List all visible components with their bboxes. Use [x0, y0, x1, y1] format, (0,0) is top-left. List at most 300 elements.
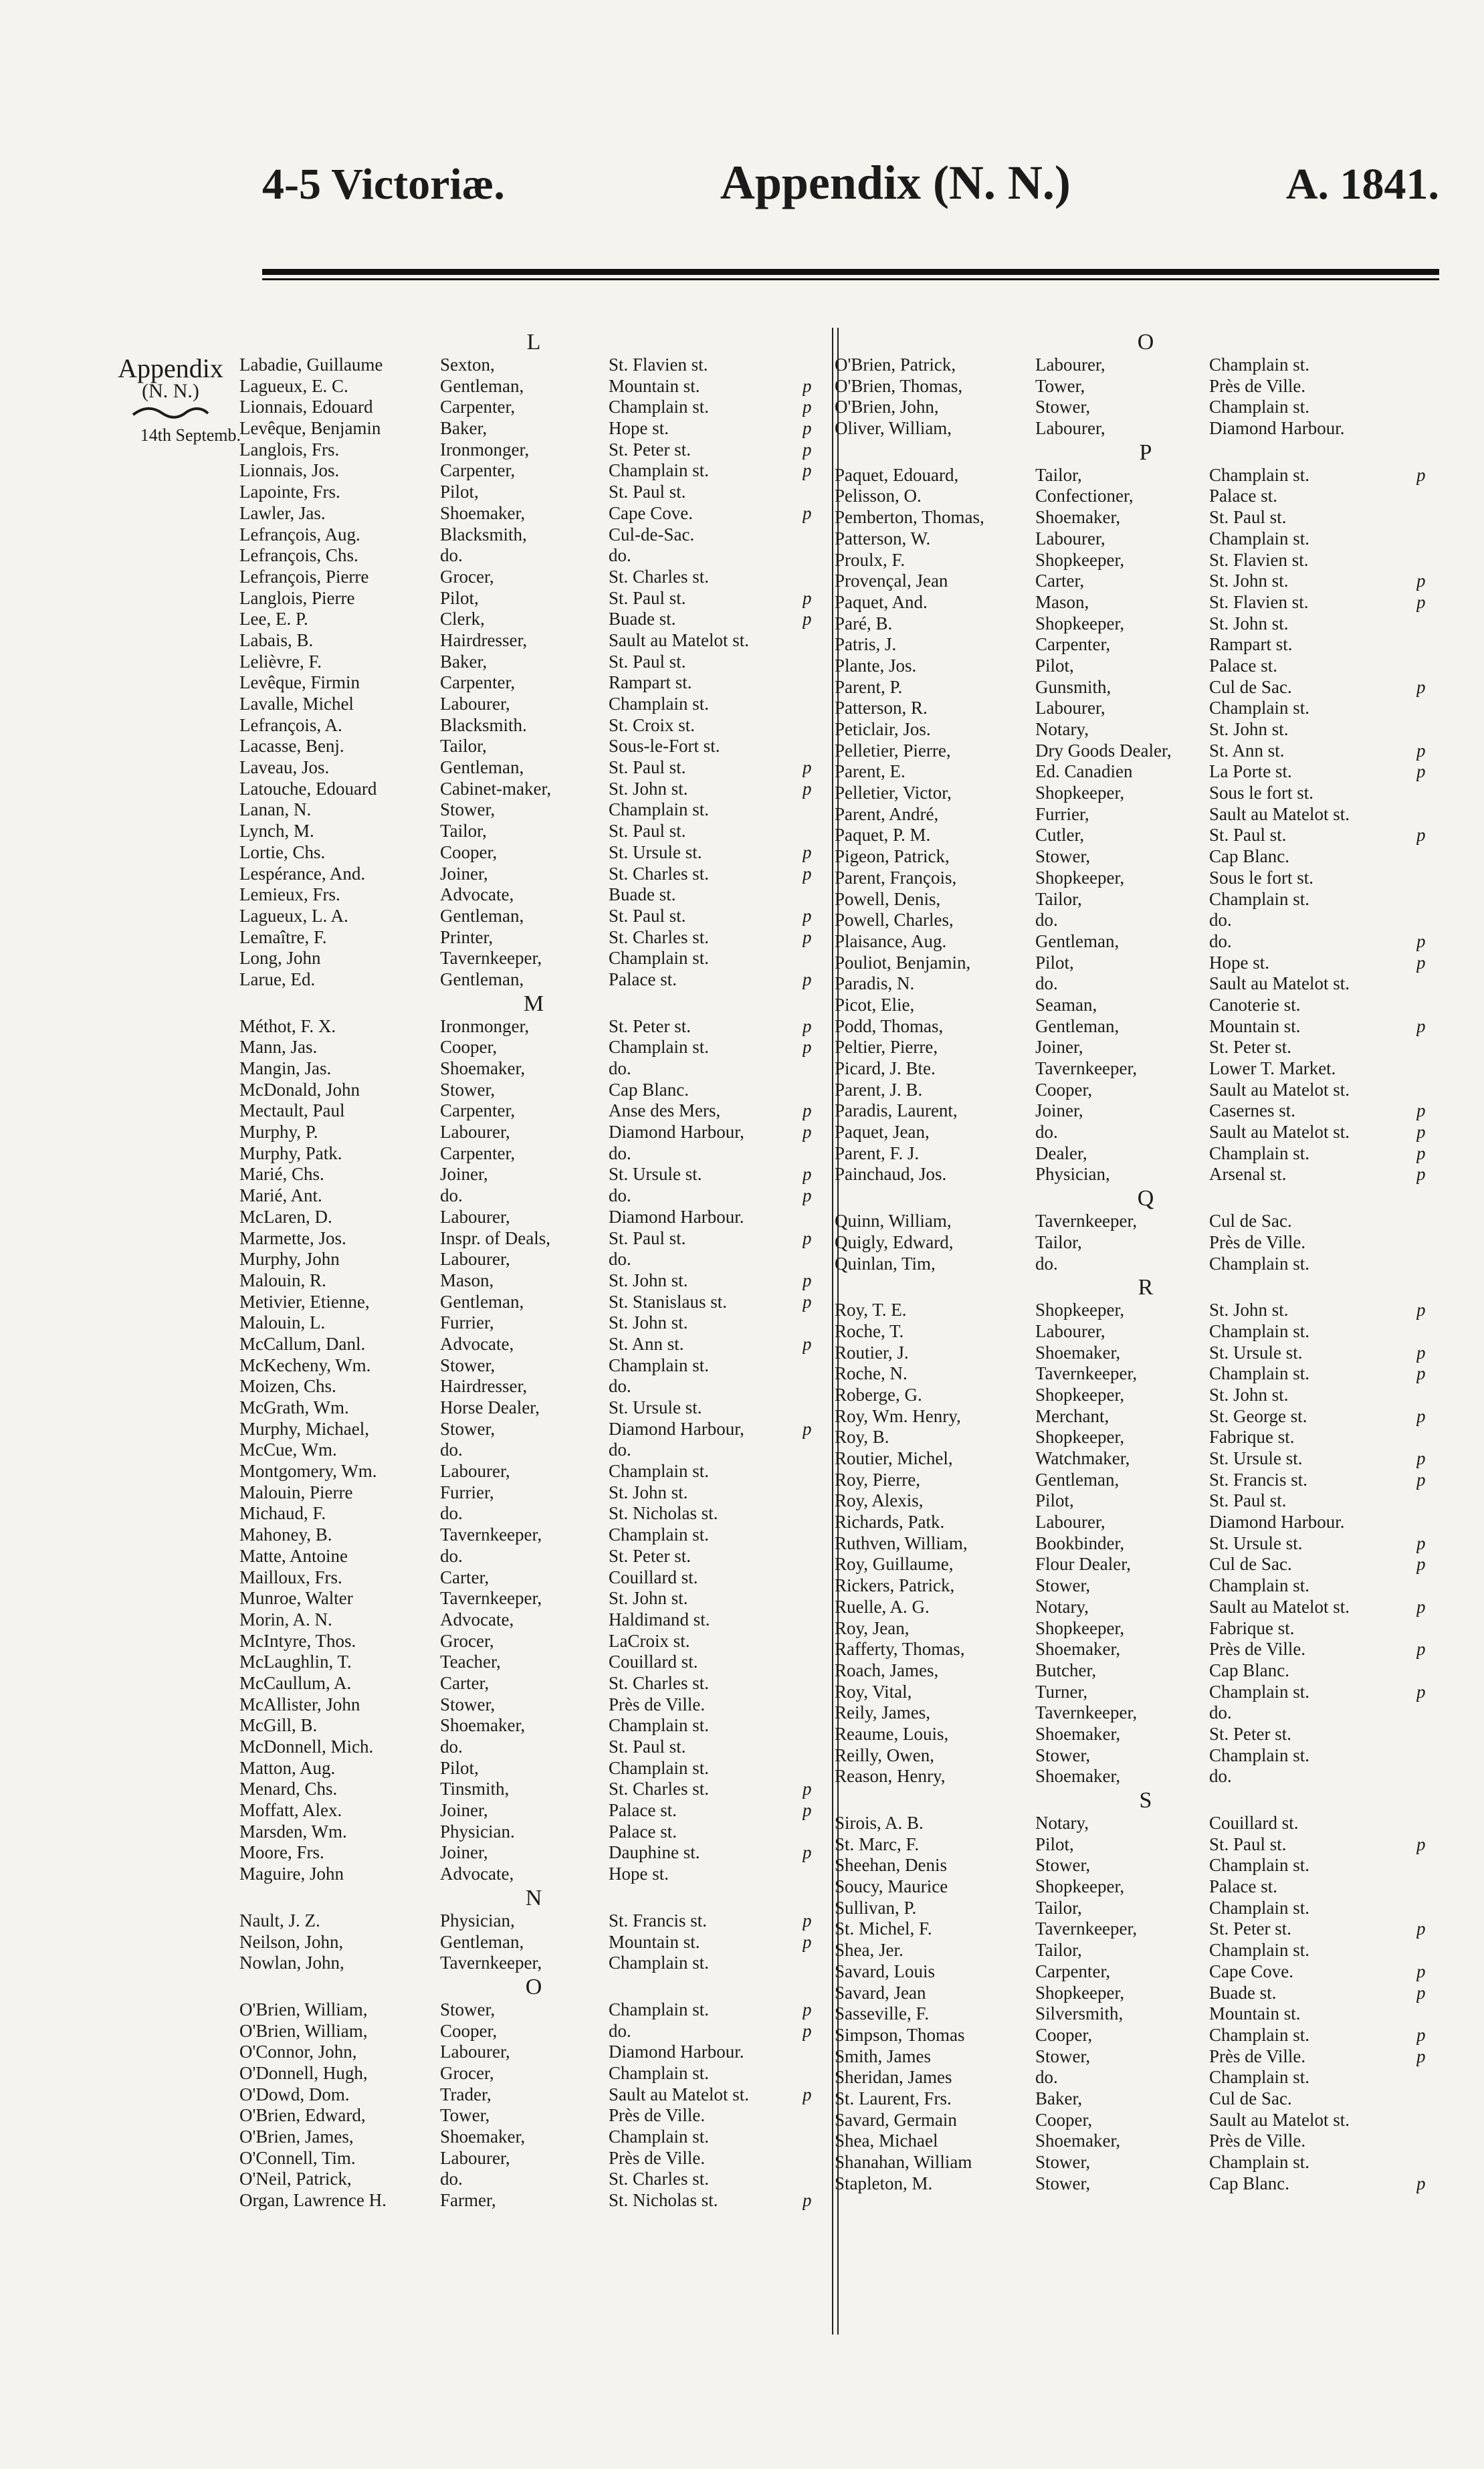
directory-entry — [239, 1312, 828, 1334]
entry-occupation: Tavernkeeper, — [1035, 1058, 1138, 1078]
directory-entry — [835, 931, 1457, 953]
entry-address: Sault au Matelot st. — [609, 2084, 749, 2104]
directory-entry — [239, 2127, 828, 2148]
entry-name: Lagueux, L. A. — [239, 905, 348, 926]
entry-address: Près de Ville. — [609, 2105, 706, 2126]
entry-name: Murphy, Patk. — [239, 1143, 342, 1163]
entry-address: St. Paul st. — [609, 821, 686, 842]
entry-occupation: Stower, — [1035, 397, 1091, 417]
entry-name: Parent, F. J. — [835, 1143, 920, 1163]
entry-occupation: Gunsmith, — [1035, 676, 1111, 697]
entry-name: Lionnais, Edouard — [239, 397, 373, 417]
entry-name: Michaud, F. — [239, 1503, 326, 1524]
entry-mark: p — [803, 1800, 812, 1821]
directory-entry — [239, 864, 828, 885]
entry-occupation: Cooper, — [440, 842, 498, 862]
entry-name: Smith, James — [835, 2046, 932, 2066]
entry-occupation: do. — [440, 1440, 463, 1460]
directory-entry — [239, 1821, 828, 1843]
entry-name: Labais, B. — [239, 629, 314, 650]
page-header — [262, 155, 1439, 209]
section-letter: P — [1139, 439, 1152, 465]
directory-entry — [835, 1660, 1457, 1682]
entry-mark — [803, 1207, 828, 1228]
entry-address: Champlain st. — [609, 2127, 709, 2147]
entry-name: Podd, Thomas, — [835, 1015, 944, 1036]
entry-mark: p — [1416, 1300, 1426, 1320]
directory-entry — [835, 2067, 1457, 2088]
entry-occupation: Notary, — [1035, 1813, 1089, 1833]
letter-section — [835, 329, 1457, 439]
entry-name: Routier, Michel, — [835, 1448, 953, 1468]
entry-name: O'Brien, Thomas, — [835, 375, 963, 396]
entry-name: Paquet, Edouard, — [835, 464, 959, 485]
entry-address: Canoterie st. — [1209, 994, 1301, 1015]
entry-mark: p — [1416, 1533, 1426, 1553]
entry-mark: p — [803, 1931, 812, 1952]
header-rule-thin — [262, 278, 1439, 280]
entry-address: Palace st. — [609, 969, 677, 989]
entry-name: Munroe, Walter — [239, 1588, 353, 1609]
entry-name: Marmette, Jos. — [239, 1227, 346, 1248]
entry-occupation: Butcher, — [1035, 1660, 1097, 1680]
entry-name: Pelletier, Pierre, — [835, 740, 951, 761]
entry-occupation: Pilot, — [1035, 1490, 1074, 1511]
directory-entry — [239, 1999, 828, 2021]
entry-occupation: Carpenter, — [1035, 1961, 1111, 1981]
entry-name: Lortie, Chs. — [239, 842, 326, 862]
entry-occupation: Furrier, — [440, 1482, 494, 1502]
session-title: 4-5 Victoriæ. — [262, 160, 505, 209]
entry-address: Champlain st. — [609, 1715, 709, 1736]
entry-address: Haldimand st. — [609, 1609, 710, 1629]
entry-occupation: Blacksmith. — [440, 714, 527, 735]
entry-address: Couillard st. — [609, 1652, 698, 1672]
entry-occupation: Stower, — [1035, 1575, 1091, 1596]
entry-address: St. John st. — [1209, 571, 1289, 591]
directory-entry — [835, 1876, 1457, 1898]
entry-occupation: Pilot, — [1035, 655, 1074, 676]
entry-mark: p — [803, 1270, 812, 1290]
entry-mark: p — [1416, 2173, 1426, 2193]
entry-name: Rafferty, Thomas, — [835, 1639, 965, 1660]
directory-entry — [239, 652, 828, 673]
entry-name: Patterson, W. — [835, 528, 931, 549]
section-letter: M — [523, 991, 544, 1016]
directory-entry — [835, 1512, 1457, 1533]
directory-entry — [835, 1470, 1457, 1491]
directory-entry — [835, 656, 1457, 677]
entry-address: Près de Ville. — [609, 1694, 706, 1714]
entry-mark — [1416, 698, 1443, 719]
entry-occupation: Printer, — [440, 926, 494, 947]
entry-name: Shea, Jer. — [835, 1940, 904, 1961]
entry-name: Oliver, William, — [835, 418, 952, 439]
entry-name: Méthot, F. X. — [239, 1015, 336, 1036]
entry-mark: p — [1416, 676, 1426, 697]
entry-name: Lawler, Jas. — [239, 502, 326, 523]
entry-occupation: Stower, — [1035, 2152, 1091, 2172]
entry-mark: p — [803, 609, 812, 629]
entry-mark: p — [1416, 761, 1426, 782]
entry-occupation: Pilot, — [440, 587, 479, 608]
entry-mark — [1416, 507, 1443, 528]
entry-occupation: Tailor, — [1035, 1231, 1082, 1252]
entry-occupation: Gentleman, — [440, 757, 524, 778]
year-title: A. 1841. — [1285, 160, 1439, 209]
entry-address: St. Peter st. — [609, 1015, 692, 1036]
entry-name: Sirois, A. B. — [835, 1813, 924, 1833]
entry-name: Sasseville, F. — [835, 2003, 930, 2024]
entry-name: Parent, André, — [835, 803, 939, 824]
entry-address: St. Paul st. — [609, 1227, 686, 1248]
entry-address: Champlain st. — [1209, 1897, 1309, 1918]
entry-occupation: Gentleman, — [440, 375, 524, 396]
entry-occupation: Shopkeeper, — [1035, 549, 1125, 570]
entry-name: Plaisance, Aug. — [835, 930, 947, 951]
entry-address: Champlain st. — [609, 1999, 709, 2019]
entry-occupation: Shopkeeper, — [1035, 613, 1125, 633]
entry-mark: p — [1416, 740, 1426, 761]
directory-entry — [239, 1779, 828, 1800]
directory-entry — [835, 528, 1457, 550]
entry-occupation: Stower, — [440, 1694, 496, 1714]
entry-mark — [803, 1376, 828, 1397]
entry-mark — [1416, 1211, 1443, 1232]
entry-name: Latouche, Edouard — [239, 778, 377, 799]
entry-mark — [1416, 1385, 1443, 1406]
directory-entry — [239, 1694, 828, 1716]
directory-entry — [239, 1910, 828, 1932]
entry-mark — [803, 1080, 828, 1101]
directory-entry — [239, 609, 828, 630]
entry-name: Picard, J. Bte. — [835, 1058, 936, 1078]
directory-entry — [835, 1618, 1457, 1640]
entry-mark — [1416, 376, 1443, 397]
header-rule-thick — [262, 269, 1439, 275]
entry-occupation: Cooper, — [440, 1037, 498, 1058]
entry-name: Ruthven, William, — [835, 1533, 968, 1553]
entry-occupation: Mason, — [440, 1270, 494, 1290]
directory-entry — [239, 1482, 828, 1504]
entry-mark: p — [803, 1185, 812, 1206]
entry-mark: p — [1416, 1681, 1426, 1702]
entry-mark: p — [1416, 1961, 1426, 1981]
entry-occupation: Tavernkeeper, — [440, 1588, 542, 1609]
entry-name: Powell, Charles, — [835, 910, 954, 930]
entry-mark: p — [1416, 1405, 1426, 1426]
entry-address: Mountain st. — [1209, 2003, 1301, 2024]
entry-occupation: Horse Dealer, — [440, 1397, 540, 1417]
entry-name: McCaullum, A. — [239, 1672, 352, 1693]
entry-mark: p — [1416, 1363, 1426, 1384]
directory-entry — [835, 571, 1457, 592]
entry-name: Shanahan, William — [835, 2152, 972, 2172]
directory-entry — [835, 418, 1457, 439]
entry-name: Paquet, P. M. — [835, 825, 931, 846]
entry-mark — [1416, 804, 1443, 825]
letter-section — [239, 1885, 828, 1974]
entry-address: Buade st. — [1209, 1982, 1277, 2003]
entry-mark: p — [803, 1122, 812, 1143]
entry-name: Murphy, P. — [239, 1122, 318, 1143]
directory-entry — [835, 846, 1457, 868]
entry-occupation: Stower, — [440, 1355, 496, 1375]
directory-entry — [239, 2169, 828, 2190]
entry-name: Pouliot, Benjamin, — [835, 952, 971, 973]
entry-mark: p — [1416, 1100, 1426, 1121]
entry-address: Champlain st. — [1209, 355, 1309, 375]
entry-address: Rampart st. — [609, 672, 692, 693]
entry-name: Ruelle, A. G. — [835, 1596, 930, 1617]
entry-mark — [803, 799, 828, 821]
directory-entry — [239, 1609, 828, 1631]
entry-address: do. — [1209, 1702, 1232, 1723]
entry-address: do. — [1209, 1766, 1232, 1787]
directory-entry — [239, 1842, 828, 1864]
directory-entry — [239, 1164, 828, 1185]
entry-mark — [1416, 355, 1443, 376]
directory-entry — [835, 1834, 1457, 1856]
directory-entry — [835, 1164, 1457, 1185]
entry-name: Roche, T. — [835, 1320, 904, 1341]
entry-occupation: Carpenter, — [1035, 634, 1111, 655]
entry-address: St. Peter st. — [1209, 1723, 1292, 1744]
entry-mark — [1416, 1660, 1443, 1682]
directory-entry — [835, 889, 1457, 910]
directory-entry — [239, 355, 828, 376]
column-divider-left — [832, 328, 833, 2335]
directory-entry — [835, 2110, 1457, 2131]
entry-address: Couillard st. — [609, 1567, 698, 1587]
directory-entry — [239, 524, 828, 546]
entry-address: Champlain st. — [609, 460, 709, 481]
entry-occupation: Carpenter, — [440, 460, 516, 481]
entry-address: St. John st. — [1209, 1300, 1289, 1320]
entry-name: Reilly, Owen, — [835, 1745, 934, 1765]
entry-mark: p — [803, 375, 812, 396]
entry-name: Paquet, And. — [835, 591, 928, 612]
directory-entry — [239, 1100, 828, 1122]
entry-name: Langlois, Frs. — [239, 439, 340, 460]
entry-address: Champlain st. — [1209, 2067, 1309, 2088]
entry-mark — [803, 1953, 828, 1974]
entry-name: Marié, Ant. — [239, 1185, 322, 1206]
directory-entry — [835, 613, 1457, 635]
directory-entry — [239, 2042, 828, 2063]
directory-entry — [835, 507, 1457, 528]
entry-name: Quinn, William, — [835, 1211, 952, 1231]
directory-entry — [239, 1355, 828, 1377]
entry-name: Savard, Louis — [835, 1961, 935, 1981]
entry-mark — [1416, 1855, 1443, 1876]
directory-entry — [239, 630, 828, 652]
directory-entry — [239, 460, 828, 482]
entry-occupation: Stower, — [1035, 2046, 1091, 2066]
entry-mark: p — [803, 1291, 812, 1312]
entry-occupation: Shopkeeper, — [1035, 1982, 1125, 2003]
entry-address: St. John st. — [1209, 1384, 1289, 1405]
entry-address: La Porte st. — [1209, 761, 1292, 782]
entry-occupation: Gentleman, — [1035, 1015, 1120, 1036]
directory-entry — [835, 1385, 1457, 1406]
entry-name: Sullivan, P. — [835, 1897, 917, 1918]
entry-address: St. Flavien st. — [609, 355, 708, 375]
entry-occupation: Joiner, — [440, 1842, 488, 1863]
directory-entry — [835, 1940, 1457, 1961]
directory-entry — [239, 1419, 828, 1440]
entry-address: St. Paul st. — [609, 587, 686, 608]
entry-address: Hope st. — [609, 1864, 669, 1884]
entry-mark — [1416, 1080, 1443, 1101]
directory-entry — [239, 672, 828, 694]
directory-column-right — [835, 329, 1457, 2194]
entry-occupation: Tower, — [440, 2105, 490, 2126]
directory-entry — [239, 1737, 828, 1758]
entry-address: St. George st. — [1209, 1405, 1307, 1426]
entry-occupation: Shoemaker, — [1035, 1342, 1121, 1363]
letter-section — [239, 991, 828, 1885]
entry-occupation: Gentleman, — [1035, 930, 1120, 951]
entry-address: St. Nicholas st. — [609, 1503, 718, 1524]
entry-mark — [803, 1631, 828, 1652]
entry-address: Lower T. Market. — [1209, 1058, 1336, 1078]
entry-name: Organ, Lawrence H. — [239, 2190, 387, 2211]
entry-name: Mailloux, Frs. — [239, 1567, 342, 1587]
entry-address: Champlain st. — [1209, 698, 1309, 718]
directory-entry — [239, 1588, 828, 1609]
directory-entry — [835, 550, 1457, 571]
entry-address: St. Charles st. — [609, 2169, 710, 2189]
directory-entry — [239, 418, 828, 439]
entry-address: Près de Ville. — [1209, 2046, 1306, 2066]
entry-name: McAllister, John — [239, 1694, 360, 1714]
entry-address: Diamond Harbour, — [609, 1122, 744, 1143]
section-letter: L — [526, 330, 541, 355]
entry-address: Champlain st. — [609, 948, 709, 969]
entry-occupation: Cutler, — [1035, 825, 1085, 846]
entry-mark — [803, 1694, 828, 1716]
entry-occupation: do. — [440, 1737, 463, 1757]
entry-address: St. John st. — [609, 1588, 688, 1609]
entry-occupation: Tavernkeeper, — [440, 948, 542, 969]
entry-name: Laveau, Jos. — [239, 757, 330, 778]
entry-mark — [803, 694, 828, 715]
entry-address: St. Flavien st. — [1209, 549, 1309, 570]
entry-name: O'Brien, John, — [835, 397, 939, 417]
entry-address: St. Peter st. — [1209, 1037, 1292, 1058]
entry-occupation: Tailor, — [1035, 464, 1082, 485]
entry-mark — [1416, 1745, 1443, 1767]
entry-occupation: Flour Dealer, — [1035, 1554, 1131, 1575]
entry-address: Cul de Sac. — [1209, 1554, 1292, 1575]
entry-name: McGill, B. — [239, 1715, 318, 1736]
entry-name: Malouin, L. — [239, 1312, 326, 1333]
entry-address: Sault au Matelot st. — [609, 629, 749, 650]
entry-address: Palace st. — [1209, 486, 1277, 506]
directory-entry — [835, 1597, 1457, 1618]
entry-name: O'Connell, Tim. — [239, 2147, 356, 2168]
entry-mark — [1416, 2152, 1443, 2173]
directory-entry — [835, 1080, 1457, 1101]
entry-address: Diamond Harbour, — [609, 1418, 744, 1439]
entry-name: Mectault, Paul — [239, 1100, 345, 1121]
entry-occupation: Baker, — [1035, 2088, 1083, 2108]
entry-occupation: Hairdresser, — [440, 1376, 528, 1397]
entry-mark — [803, 1312, 828, 1334]
entry-mark: p — [803, 905, 812, 926]
entry-address: do. — [609, 1143, 631, 1163]
margin-appendix: Appendix — [118, 353, 223, 383]
entry-name: McDonnell, Mich. — [239, 1737, 374, 1757]
entry-address: St. Francis st. — [609, 1910, 708, 1931]
entry-address: do. — [609, 545, 631, 566]
entry-address: St. John st. — [1209, 613, 1289, 633]
entry-occupation: Labourer, — [440, 1122, 510, 1143]
entry-name: Roy, Vital, — [835, 1681, 912, 1702]
directory-entry — [835, 677, 1457, 698]
entry-address: Champlain st. — [609, 1757, 709, 1778]
directory-entry — [835, 2088, 1457, 2110]
letter-section — [835, 439, 1457, 1185]
entry-address: St. Peter st. — [609, 439, 692, 460]
entry-name: Routier, J. — [835, 1342, 909, 1363]
entry-mark: p — [1416, 1448, 1426, 1468]
entry-address: Sault au Matelot st. — [1209, 803, 1350, 824]
entry-mark: p — [803, 1164, 812, 1185]
entry-mark — [1416, 783, 1443, 804]
entry-occupation: Sexton, — [440, 355, 495, 375]
entry-address: Champlain st. — [609, 1461, 709, 1482]
entry-address: do. — [609, 1440, 631, 1460]
directory-entry — [239, 1567, 828, 1589]
entry-occupation: Ironmonger, — [440, 1015, 530, 1036]
entry-mark: p — [803, 439, 812, 460]
entry-name: Lacasse, Benj. — [239, 736, 344, 757]
directory-entry — [835, 995, 1457, 1016]
entry-occupation: Notary, — [1035, 719, 1089, 739]
entry-mark — [803, 672, 828, 694]
entry-occupation: Advocate, — [440, 1864, 514, 1884]
entry-address: Dauphine st. — [609, 1842, 700, 1863]
entry-name: Parent, J. B. — [835, 1079, 923, 1100]
entry-name: Paradis, N. — [835, 973, 915, 994]
entry-name: Mahoney, B. — [239, 1524, 332, 1545]
entry-address: Cape Cove. — [1209, 1961, 1293, 1981]
entry-name: Simpson, Thomas — [835, 2024, 965, 2045]
entry-mark: p — [1416, 1164, 1426, 1185]
entry-name: Pemberton, Thomas, — [835, 507, 984, 528]
entry-name: Stapleton, M. — [835, 2173, 933, 2193]
entry-mark: p — [803, 1842, 812, 1863]
entry-address: St. Charles st. — [609, 566, 710, 587]
entry-mark: p — [1416, 1015, 1426, 1036]
entry-occupation: Shoemaker, — [1035, 2131, 1121, 2151]
entry-occupation: Shopkeeper, — [1035, 867, 1125, 888]
entry-mark — [803, 2148, 828, 2169]
entry-mark: p — [1416, 930, 1426, 951]
directory-entry — [835, 1363, 1457, 1385]
entry-address: St. Ursule st. — [609, 842, 702, 862]
entry-address: St. Paul st. — [609, 757, 686, 778]
entry-name: Picot, Elie, — [835, 994, 915, 1015]
entry-occupation: Carpenter, — [440, 1100, 516, 1121]
entry-name: Peticlair, Jos. — [835, 719, 931, 739]
entry-mark: p — [803, 460, 812, 481]
directory-entry — [239, 842, 828, 864]
entry-mark: p — [1416, 464, 1426, 485]
directory-entry — [239, 948, 828, 969]
